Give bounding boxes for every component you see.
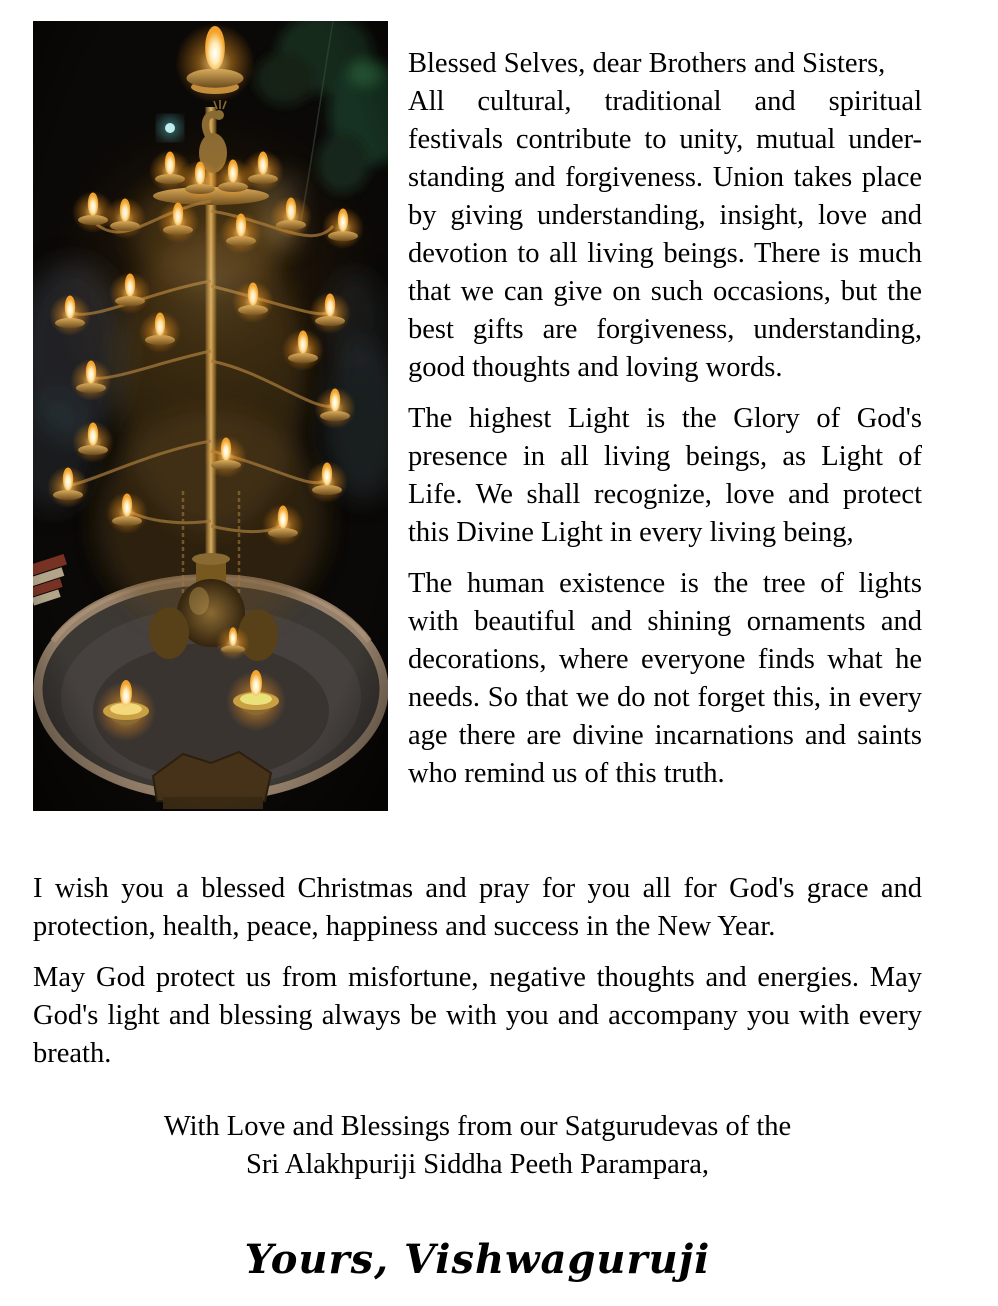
text-line: decorations, where everyone finds what he: [408, 644, 922, 675]
tree-of-lights-illustration: [33, 21, 388, 811]
paragraph: [33, 959, 922, 1073]
letter-body-column: [408, 45, 922, 793]
text-line: devotion to all living beings. There is much: [408, 238, 922, 269]
text-line: May God protect us from misfortune, negative thoughts and energies. May: [33, 962, 922, 993]
paragraph: [408, 565, 922, 793]
text-line: festivals contribute to unity, mutual under-: [408, 124, 922, 155]
closing-line: Sri Alakhpuriji Siddha Peeth Parampara,: [245, 1149, 710, 1180]
text-line: The highest Light is the Glory of God's: [408, 403, 922, 434]
closing-line: With Love and Blessings from our Satgurudevas of the: [163, 1111, 792, 1142]
text-line: God's light and blessing always be with you and accompany you with every: [33, 1000, 922, 1031]
text-line: needs. So that we do not forget this, in every: [408, 682, 922, 713]
text-line: Life. We shall recognize, love and protect: [408, 479, 922, 510]
text-line: The human existence is the tree of lights: [408, 568, 922, 599]
text-line: good thoughts and loving words.: [408, 352, 783, 383]
text-line: age there are divine incarnations and saints: [408, 720, 922, 751]
text-line: protection, health, peace, happiness and success in the New Year.: [33, 911, 776, 942]
letter-bottom-paragraphs: [33, 870, 922, 1073]
closing-lines: [33, 1108, 922, 1184]
paragraph: [408, 400, 922, 552]
text-line: best gifts are forgiveness, understanding,: [408, 314, 922, 345]
vignette: [33, 21, 388, 811]
paragraph: [33, 870, 922, 946]
text-line: standing and forgiveness. Union takes place: [408, 162, 922, 193]
text-line: All cultural, traditional and spiritual: [408, 86, 922, 117]
text-line: this Divine Light in every living being,: [408, 517, 854, 548]
text-line: with beautiful and shining ornaments and: [408, 606, 922, 637]
paragraph: [408, 83, 922, 387]
text-line: I wish you a blessed Christmas and pray for you all for God's grace and: [33, 873, 922, 904]
text-line: that we can give on such occasions, but the: [408, 276, 922, 307]
text-line: Blessed Selves, dear Brothers and Sisters,: [408, 48, 886, 79]
text-line: presence in all living beings, as Light of: [408, 441, 922, 472]
text-line: breath.: [33, 1038, 112, 1069]
signature-text: Yours, Vishwaguruji: [244, 1236, 711, 1283]
text-line: who remind us of this truth.: [408, 758, 725, 789]
text-line: by giving understanding, insight, love and: [408, 200, 922, 231]
tree-of-lights-photo: [33, 21, 388, 811]
paragraph: [408, 45, 922, 83]
